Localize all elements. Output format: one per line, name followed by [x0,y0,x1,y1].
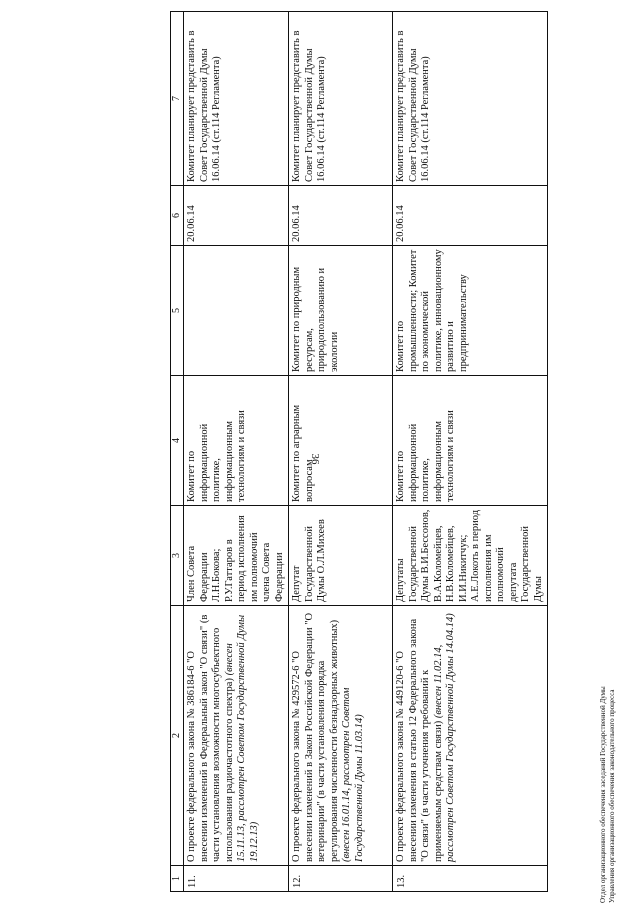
col-header-7: 7 [171,12,184,186]
row-number: 12. [289,866,393,892]
bill-note: (внесен 15.11.13, рассмотрен Советом Государственной Думы 19.12.13) [223,614,260,862]
col-header-1: 1 [171,866,184,892]
bill-note: (внесен 16.01.14, рассмотрен Советом Государственной Думы 11.03.14) [341,687,365,862]
co-committees-cell: Комитет по промышленности; Комитет по экономической политике, инновационному развитию и предпринимательству [393,246,548,376]
rotated-table-wrapper [170,12,544,892]
date-cell: 20.06.14 [184,186,289,246]
initiator-cell: Депутат Государственной Думы О.Л.Михеев [289,506,393,606]
bill-cell [393,606,548,866]
date-cell: 20.06.14 [289,186,393,246]
initiator-cell: Член Совета Федерации Л.Н.Бокова; Р.У.Гаттаров в период исполнения им полномочий члена Совета Федерации [184,506,289,606]
table-row [184,12,289,892]
date-cell: 20.06.14 [393,186,548,246]
col-header-2: 2 [171,606,184,866]
co-committees-cell: Комитет по природным ресурсам, природопользованию и экологии [289,246,393,376]
row-number: 13. [393,866,548,892]
col-header-4: 4 [171,376,184,506]
committee-cell: Комитет по информационной политике, информационным технологиям и связи [184,376,289,506]
col-header-3: 3 [171,506,184,606]
committee-cell: Комитет по информационной политике, информационным технологиям и связи [393,376,548,506]
table-row [289,12,393,892]
status-cell: Комитет планирует представить в Совет Государственной Думы 16.06.14 (ст.114 Регламента) [393,12,548,186]
col-header-5: 5 [171,246,184,376]
bill-text: О проекте федерального закона № 386184-6 "О внесении изменений в Федеральный закон "О связи" (в части установления возможности многосубъектного использования радиочастотного спектра) [186,614,235,862]
co-committees-cell [184,246,289,376]
table-row [393,12,548,892]
header-row [171,12,184,892]
bill-text: О проекте федерального закона № 449120-6 "О внесении изменения в статью 12 Федерального закона "О связи" (в части уточнения требований к применяемым средствам связи) [395,618,444,862]
col-header-6: 6 [171,186,184,246]
bills-table [170,11,548,892]
initiator-cell: Депутаты Государственной Думы В.И.Бессонов, В.А.Коломейцев, Н.В.Коломейцев, И.И.Никитчук; А.Е.Локоть в период исполнения им полномочий депутата Государственной Думы [393,506,548,606]
footer-line-1: Отдел организационного обеспечения заседаний Государственной Думы [599,686,607,903]
committee-cell: Комитет по аграрным вопросам [289,376,393,506]
page-number: 36 [309,453,321,465]
bill-cell [289,606,393,866]
bill-text: О проекте федерального закона № 429572-6 "О внесении изменений в Закон Российской Федерации "О ветеринарии" (в части установления порядка регулирования численности безнадзорных животных) [291,612,340,862]
footer-line-2: Управления организационного обеспечения законодательного процесса [608,689,616,903]
row-number: 11. [184,866,289,892]
status-cell: Комитет планирует представить в Совет Государственной Думы 16.06.14 (ст.114 Регламента) [289,12,393,186]
bill-cell [184,606,289,866]
document-footer [599,613,625,903]
status-cell: Комитет планирует представить в Совет Государственной Думы 16.06.14 (ст.114 Регламента) [184,12,289,186]
bill-note: (внесен 11.02.14, рассмотрен Советом Государственной Думы 14.04.14) [432,613,456,862]
